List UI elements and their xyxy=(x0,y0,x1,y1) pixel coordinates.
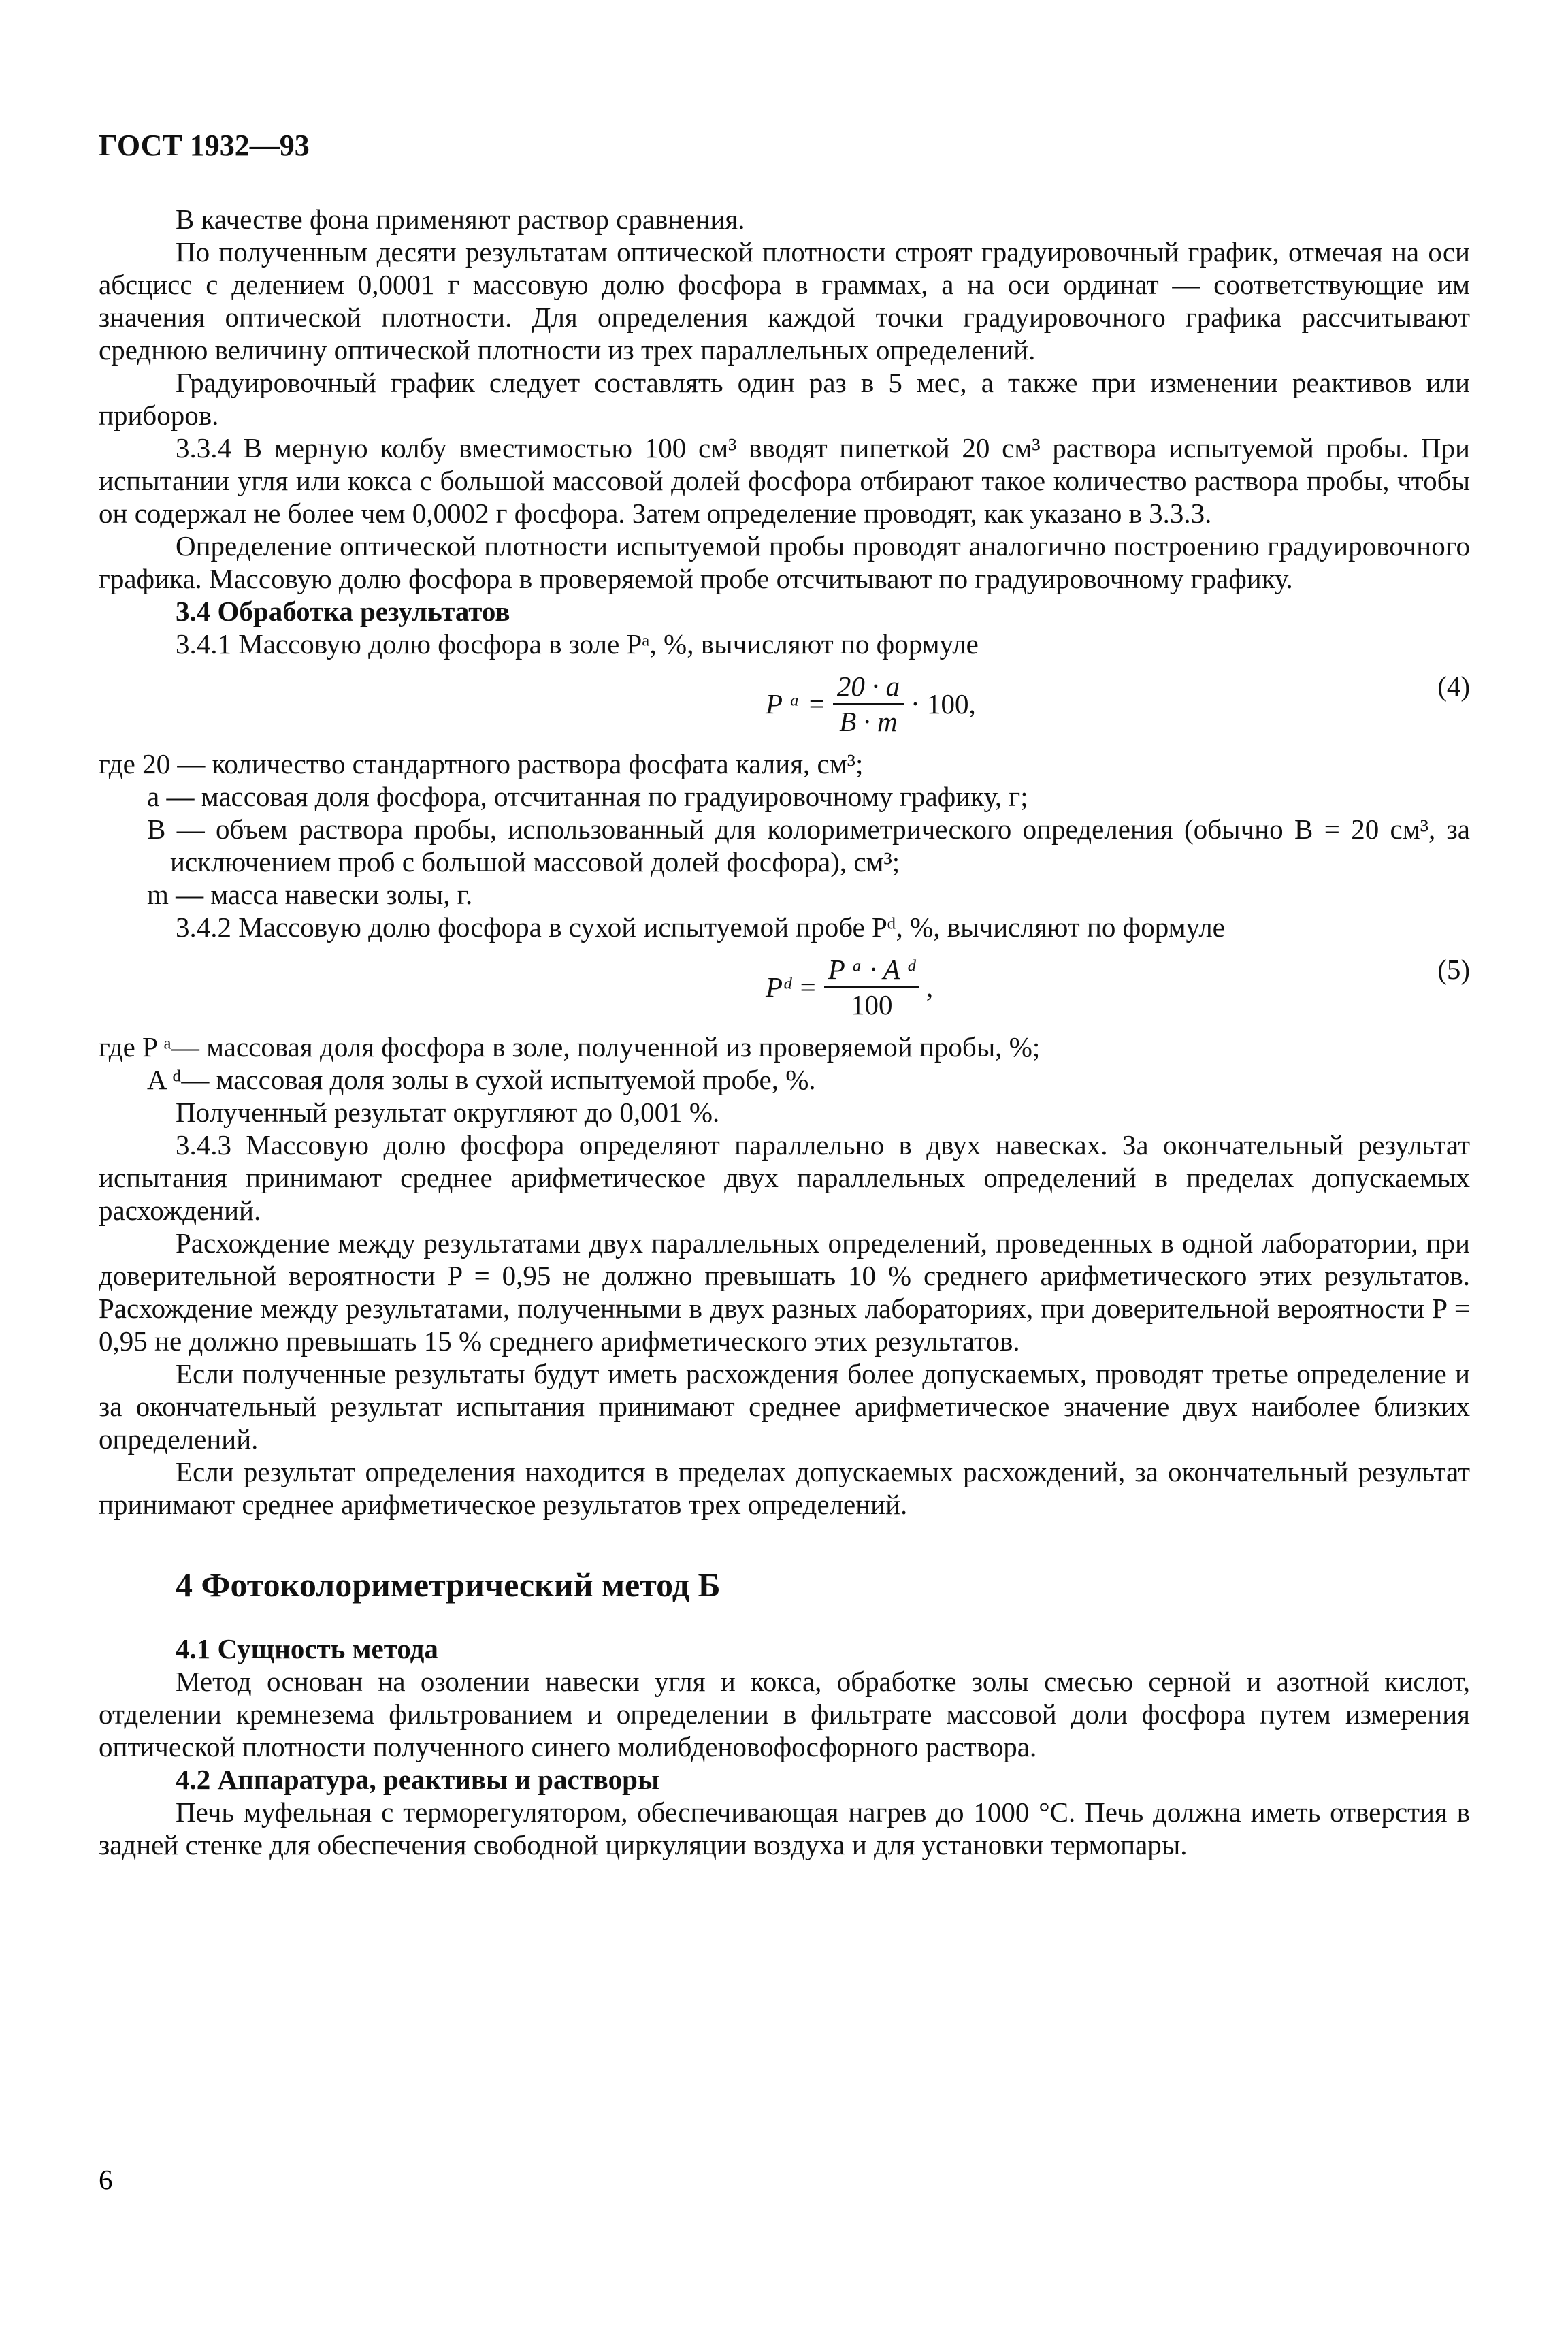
section-4-heading: 4 Фотоколориметрический метод Б xyxy=(176,1566,721,1604)
formula-lhs: P ᵃ = xyxy=(766,688,826,720)
definition-line: m — масса навески золы, г. xyxy=(147,879,473,910)
formula-lhs: Pᵈ = xyxy=(766,971,817,1003)
paragraph: Печь муфельная с терморегулятором, обеспечивающая нагрев до 1000 °С. Печь должна иметь отверстия в задней стенке для обеспечения свободной циркуляции воздуха и для установки термопары. xyxy=(99,1796,1470,1860)
paragraph: Градуировочный график следует составлять один раз в 5 мес, а также при изменении реактивов или приборов. xyxy=(99,367,1470,431)
paragraph: По полученным десяти результатам оптической плотности строят градуировочный график, отмечая на оси абсцисс с делением 0,0001 г массовую долю фосфора в граммах, а на оси ординат — соответствующие им значения оптической плотности. Для определения каждой точки градуировочного графика рассчитывают среднюю величину оптической плотности из трех параллельных определений. xyxy=(99,236,1470,366)
page-number: 6 xyxy=(99,2164,113,2195)
section-3-4-heading: 3.4 Обработка результатов xyxy=(176,596,510,627)
paragraph: 3.4.2 Массовую долю фосфора в сухой испытуемой пробе Pᵈ, %, вычисляют по формуле xyxy=(176,911,1225,943)
section-4-1-heading: 4.1 Сущность метода xyxy=(176,1633,438,1664)
document-header: ГОСТ 1932—93 xyxy=(99,129,310,162)
formula-4-expression xyxy=(766,664,976,743)
definition-line: A ᵈ— массовая доля золы в сухой испытуемой пробе, %. xyxy=(147,1064,816,1095)
formula-5 xyxy=(99,948,1470,1027)
paragraph: Метод основан на озолении навески угля и кокса, обработке золы смесью серной и азотной кислот, отделении кремнезема фильтрованием и определении в фильтрате массовой доли фосфора путем измерения оптической плотности полученного синего молибденовофосфорного раствора. xyxy=(99,1666,1470,1762)
formula-tail: · 100, xyxy=(911,688,976,720)
paragraph: Если результат определения находится в пределах допускаемых расхождений, за окончательный результат принимают среднее арифметическое результатов трех определений. xyxy=(99,1456,1470,1520)
paragraph: Расхождение между результатами двух параллельных определений, проведенных в одной лаборатории, при доверительной вероятности P = 0,95 не должно превышать 10 % среднего арифметического этих результатов. Расхождение между результатами, полученными в двух разных лабораториях, при доверительной вероятности P = 0,95 не должно превышать 15 % среднего арифметического этих результатов. xyxy=(99,1227,1470,1357)
formula-number: (4) xyxy=(1437,670,1470,702)
formula-fraction xyxy=(833,669,904,739)
paragraph: Если полученные результаты будут иметь расхождения более допускаемых, проводят третье определение и за окончательный результат испытания принимают среднее арифметическое значение двух наиболее близких определений. xyxy=(99,1358,1470,1455)
paragraph: В качестве фона применяют раствор сравнения. xyxy=(176,204,745,235)
definition-line: B — объем раствора пробы, использованный для колориметрического определения (обычно B = 20 см³, за исключением проб с большой массовой долей фосфора), см³; xyxy=(147,813,1470,877)
definition-line: где P ᵃ— массовая доля фосфора в золе, полученной из проверяемой пробы, %; xyxy=(99,1031,1041,1063)
definition-line: где 20 — количество стандартного раствора фосфата калия, см³; xyxy=(99,748,864,779)
paragraph: Определение оптической плотности испытуемой пробы проводят аналогично построению градуировочного графика. Массовую долю фосфора в проверяемой пробе отсчитывают по градуировочному графику. xyxy=(99,530,1470,594)
formula-tail: , xyxy=(926,971,934,1003)
section-4-2-heading: 4.2 Аппаратура, реактивы и растворы xyxy=(176,1764,659,1795)
paragraph: Полученный результат округляют до 0,001 %. xyxy=(176,1097,720,1128)
paragraph: 3.3.4 В мерную колбу вместимостью 100 см³ вводят пипеткой 20 см³ раствора испытуемой пробы. При испытании угля или кокса с большой массовой долей фосфора отбирают такое количество раствора пробы, чтобы он содержал не более чем 0,0002 г фосфора. Затем определение проводят, как указано в 3.3.3. xyxy=(99,432,1470,529)
paragraph: 3.4.3 Массовую долю фосфора определяют параллельно в двух навесках. За окончательный результат испытания принимают среднее арифметическое двух параллельных определений в пределах допускаемых расхождений. xyxy=(99,1129,1470,1226)
formula-5-expression xyxy=(766,948,933,1027)
formula-numerator: P ᵃ · A ᵈ xyxy=(824,952,919,988)
formula-number: (5) xyxy=(1437,954,1470,985)
formula-4 xyxy=(99,664,1470,743)
document-page xyxy=(99,129,1470,1861)
definition-line: a — массовая доля фосфора, отсчитанная по градуировочному графику, г; xyxy=(147,781,1028,812)
formula-fraction xyxy=(824,952,919,1022)
formula-denominator: 100 xyxy=(851,989,893,1020)
formula-numerator: 20 · a xyxy=(833,669,904,705)
formula-denominator: B · m xyxy=(839,706,898,737)
paragraph: 3.4.1 Массовую долю фосфора в золе Pᵃ, %, вычисляют по формуле xyxy=(176,628,979,660)
